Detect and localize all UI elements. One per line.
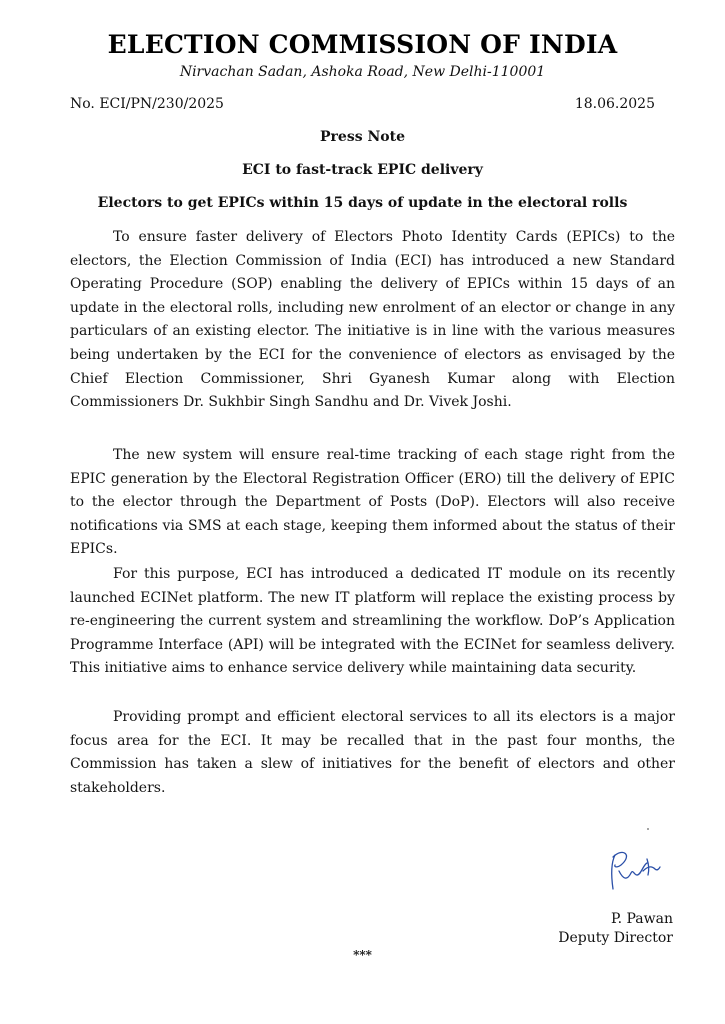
signatory-name: P. Pawan	[611, 911, 673, 927]
body-paragraph-3: For this purpose, ECI has introduced a dedicated IT module on its recently launched ECINet platform. The new IT platform will replace the existing process by re-engineering the current system and streamlining the workflow. DoP’s Application Programme Interface (API) will be integrated with the ECINet for seamless delivery. This initiative aims to enhance service delivery while maintaining data security.	[70, 566, 675, 677]
organization-title: ELECTION COMMISSION OF INDIA	[107, 30, 618, 59]
signatory-designation: Deputy Director	[558, 930, 673, 946]
stray-dot	[647, 828, 649, 830]
body-paragraph-2: The new system will ensure real-time tracking of each stage right from the EPIC generation by the Electoral Registration Officer (ERO) till the delivery of EPIC to the elector through the Department of Posts (DoP). Electors will also receive notifications via SMS at each stage, keeping them informed about the status of their EPICs.	[70, 447, 675, 558]
subheadline: Electors to get EPICs within 15 days of update in the electoral rolls	[97, 195, 628, 211]
body-paragraph-4: Providing prompt and efficient electoral services to all its electors is a major focus area for the ECI. It may be recalled that in the past four months, the Commission has taken a slew of initiatives for the benefit of electors and other stakeholders.	[70, 709, 675, 796]
headline: ECI to fast-track EPIC delivery	[242, 162, 483, 178]
reference-line	[70, 96, 655, 112]
reference-date: 18.06.2025	[574, 96, 655, 112]
press-note-label: Press Note	[320, 129, 405, 145]
organization-address: Nirvachan Sadan, Ashoka Road, New Delhi-110001	[179, 64, 546, 80]
end-mark: ***	[353, 948, 372, 962]
reference-number: No. ECI/PN/230/2025	[70, 96, 224, 112]
body-paragraph-1: To ensure faster delivery of Electors Photo Identity Cards (EPICs) to the electors, the Election Commission of India (ECI) has introduced a new Standard Operating Procedure (SOP) enabling the delivery of EPICs within 15 days of an update in the electoral rolls, including new enrolment of an elector or change in any particulars of an existing elector. The initiative is in line with the various measures being undertaken by the ECI for the convenience of electors as envisaged by the Chief Election Commissioner, Shri Gyanesh Kumar along with Election Commissioners Dr. Sukhbir Singh Sandhu and Dr. Vivek Joshi.	[70, 229, 675, 411]
handwritten-signature	[603, 845, 663, 895]
